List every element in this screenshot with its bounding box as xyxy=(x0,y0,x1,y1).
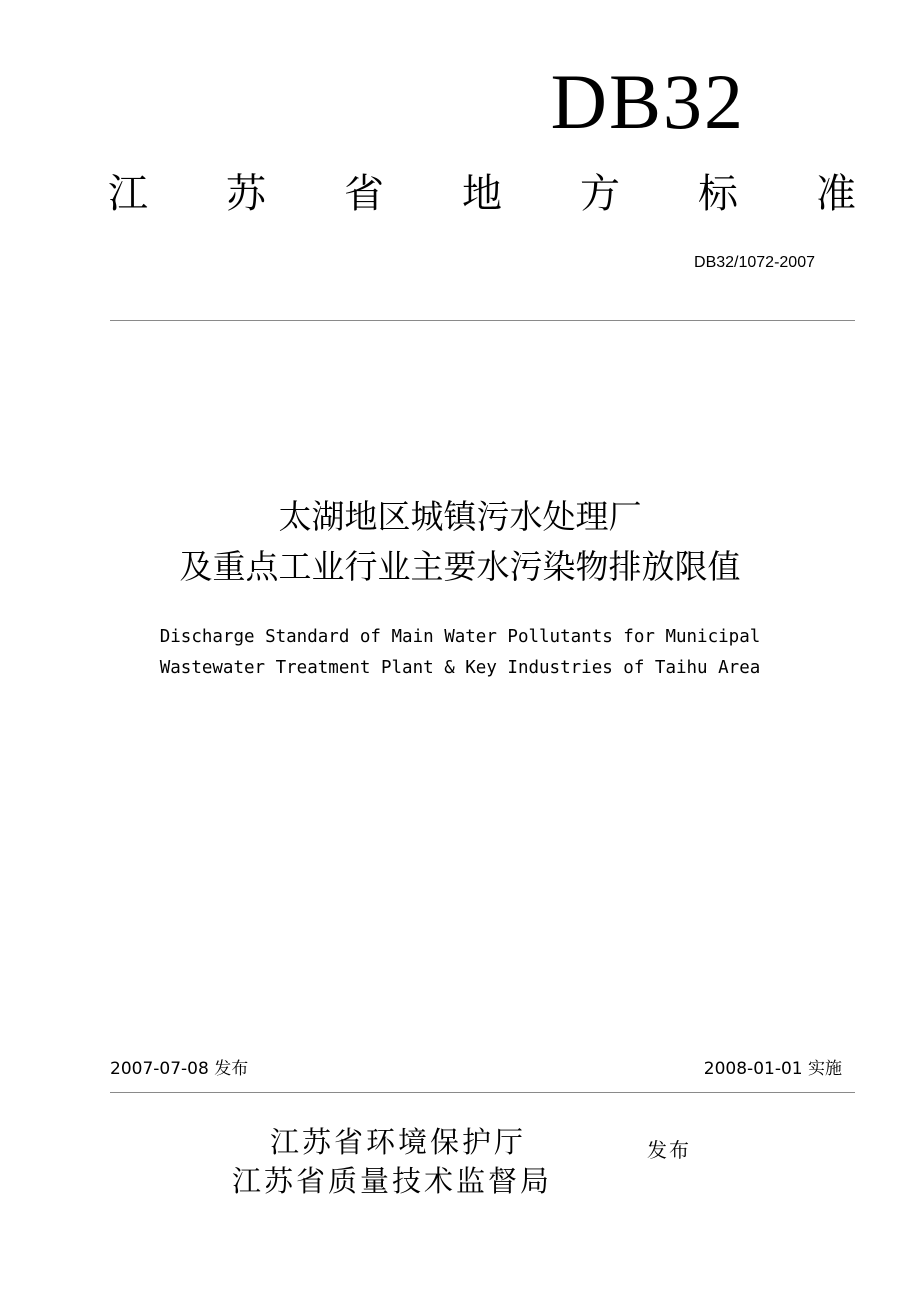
standard-type-char: 方 xyxy=(580,171,620,217)
top-divider xyxy=(110,320,855,321)
issuer-quality-bureau: 江苏省质量技术监督局 xyxy=(232,1164,553,1198)
standard-type-char: 省 xyxy=(344,171,384,217)
issue-date: 2007-07-08 发布 xyxy=(110,1059,249,1079)
standard-type xyxy=(108,166,856,222)
standard-type-char: 标 xyxy=(698,171,738,217)
implementation-date: 2008-01-01 实施 xyxy=(703,1059,842,1079)
standard-type-char: 地 xyxy=(462,171,502,217)
standard-code: DB32 xyxy=(550,58,745,145)
bottom-divider xyxy=(110,1092,855,1093)
title-en-line1: Discharge Standard of Main Water Pollutants for Municipal xyxy=(159,627,761,647)
title-cn-line1: 太湖地区城镇污水处理厂 xyxy=(278,497,642,536)
standard-type-char: 苏 xyxy=(226,171,266,217)
standard-type-char: 准 xyxy=(816,171,856,217)
issuer-environment-dept: 江苏省环境保护厅 xyxy=(270,1125,527,1159)
standard-type-char: 江 xyxy=(108,171,148,217)
issued-label: 发布 xyxy=(647,1138,691,1162)
standard-number: DB32/1072-2007 xyxy=(694,254,815,271)
title-cn-line2: 及重点工业行业主要水污染物排放限值 xyxy=(179,547,741,586)
title-en-line2: Wastewater Treatment Plant & Key Industries of Taihu Area xyxy=(159,658,761,678)
